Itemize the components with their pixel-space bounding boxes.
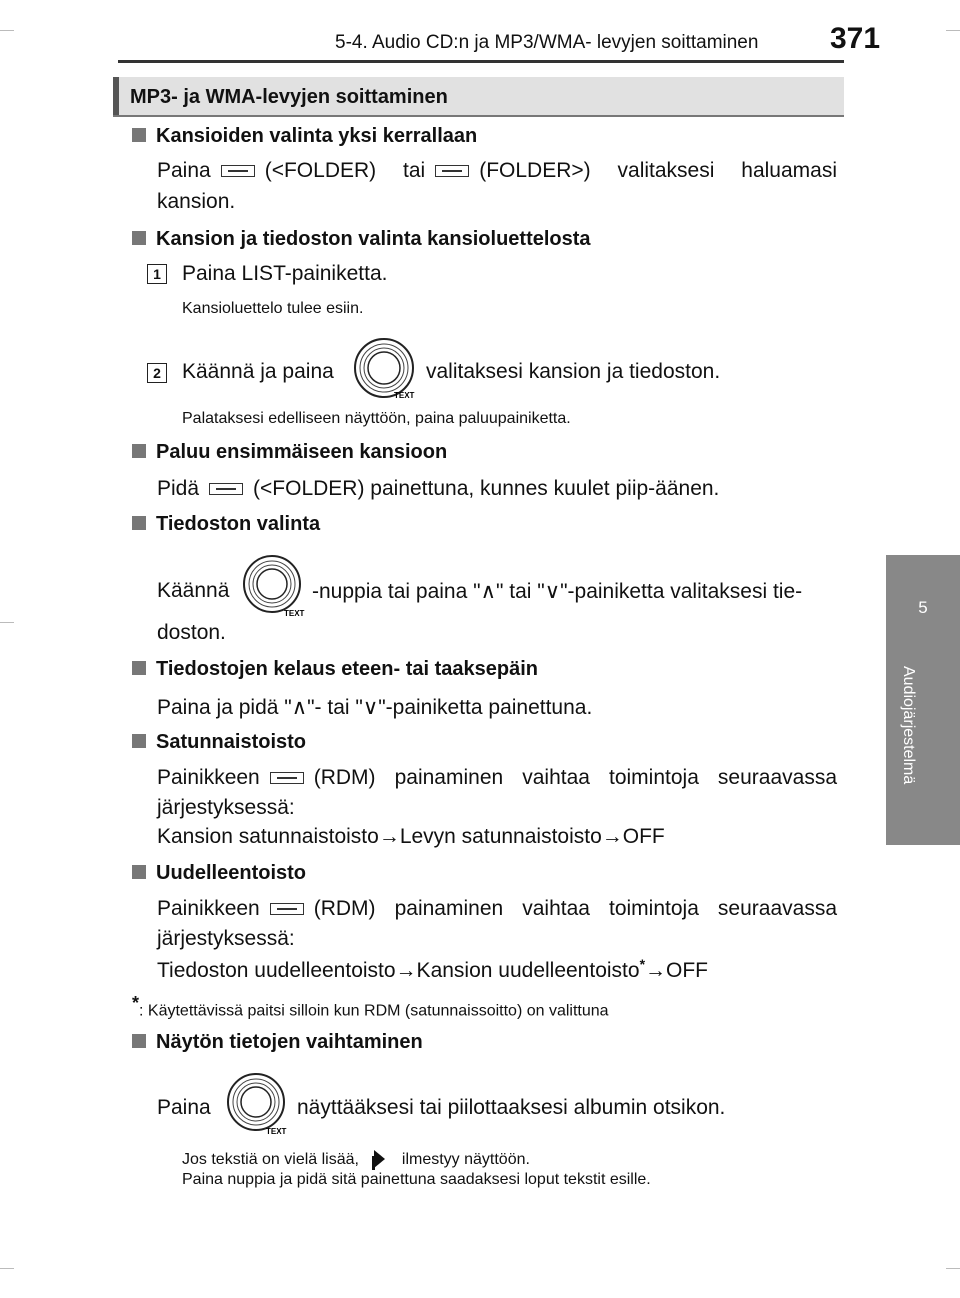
heading-text: Tiedoston valinta [156,513,321,535]
step-2-badge [147,363,167,383]
tune-knob-icon [242,554,308,620]
heading-random [132,731,306,754]
square-bullet-icon [132,516,146,530]
heading-text: Tiedostojen kelaus eteen- tai taaksepäin [156,658,538,680]
section-title: 5-4. Audio CD:n ja MP3/WMA- levyjen soittaminen [335,32,759,53]
knob-label: TEXT [394,391,415,400]
banner-title: MP3- ja WMA-levyjen soittaminen [130,86,448,108]
chapter-number: 5 [918,598,928,617]
text-run: ilmestyy näyttöön. [401,1151,530,1168]
text-run: (RDM) painaminen vaihtaa toimintoja seuraavassa [313,897,837,920]
crop-mark [0,1268,14,1269]
heading-text: Näytön tietojen vaihtaminen [156,1031,423,1053]
display-info-note1 [182,1148,530,1170]
knob-label: TEXT [266,1127,287,1136]
square-bullet-icon [132,865,146,879]
footnote-mark: * [639,956,646,972]
fast-forward-text: Paina ja pidä "∧"- tai "∨"-painiketta painettuna. [157,696,593,719]
folder-button-icon [435,165,469,177]
text-run: Painikkeen [157,897,260,920]
heading-text: Kansion ja tiedoston valinta kansioluettelosta [156,228,591,250]
folder-button-icon [221,165,255,177]
text-run: (RDM) painaminen vaihtaa toimintoja seuraavassa [313,766,837,789]
first-folder-text [157,477,719,501]
heading-text: Kansioiden valinta yksi kerrallaan [156,125,478,147]
text-run: Jos tekstiä on vielä lisää, [182,1151,359,1168]
file-select-text-a: Käännä [157,579,230,602]
repeat-line2: järjestyksessä: [157,927,295,950]
heading-repeat [132,862,306,885]
step-number: 1 [147,264,167,284]
square-bullet-icon [132,661,146,675]
repeat-line3 [157,956,708,983]
chapter-label: Audiojärjestelmä [900,666,917,785]
random-line3: Kansion satunnaistoisto→Levyn satunnaistoisto→OFF [157,825,665,848]
heading-first-folder [132,441,447,464]
step-1-text: Paina LIST-painiketta. [182,262,388,285]
step-2-text-a: Käännä ja paina [182,360,334,383]
heading-text: Paluu ensimmäiseen kansioon [156,441,448,463]
footnote-mark: * [132,993,140,1013]
folder-select-line1 [157,159,837,183]
heading-folder-list [132,228,591,251]
step-1-badge [147,264,167,284]
display-info-text-b: näyttääksesi tai piilottaaksesi albumin otsikon. [297,1096,726,1119]
more-text-arrow-icon [371,1148,389,1170]
square-bullet-icon [132,231,146,245]
folder-select-line2: kansion. [157,190,236,213]
footnote [132,993,609,1020]
repeat-line1 [157,897,837,921]
crop-mark [946,30,960,31]
text-run: Painikkeen [157,766,260,789]
tune-knob-icon [350,336,416,402]
text-run: (<FOLDER) painettuna, kunnes kuulet piip-äänen. [253,477,720,500]
square-bullet-icon [132,1034,146,1048]
file-select-text-b: -nuppia tai paina "∧" tai "∨"-painiketta valitaksesi tie- [312,580,803,603]
page-number: 371 [830,22,881,55]
crop-mark [0,30,14,31]
display-info-note2: Paina nuppia ja pidä sitä painettuna saadaksesi loput tekstit esille. [182,1171,651,1188]
step-1-note: Kansioluettelo tulee esiin. [182,300,364,317]
square-bullet-icon [132,734,146,748]
text-run: →OFF [645,959,709,982]
rdm-button-icon [270,772,304,784]
crop-mark [0,622,14,623]
folder-button-icon [209,483,243,495]
text-run: Paina [157,159,211,182]
random-line1 [157,766,837,790]
text-run: Tiedoston uudelleentoisto→Kansion uudelleentoisto [157,959,640,982]
text-run: (FOLDER>) valitaksesi haluamasi [479,159,837,182]
tune-knob-icon [226,1072,292,1138]
knob-label: TEXT [284,609,305,618]
square-bullet-icon [132,128,146,142]
heading-display-info [132,1031,423,1054]
step-number: 2 [147,363,167,383]
footnote-text: : Käytettävissä paitsi silloin kun RDM (satunnaissoitto) on valittuna [139,1002,609,1020]
step-2-text-b: valitaksesi kansion ja tiedoston. [426,360,721,383]
heading-file-select [132,513,320,536]
header-rule [118,60,844,63]
square-bullet-icon [132,444,146,458]
text-run: (<FOLDER) tai [264,159,426,182]
display-info-text-a: Paina [157,1096,211,1119]
heading-text: Uudelleentoisto [156,862,307,884]
text-run: Pidä [157,477,200,500]
heading-folder-select [132,125,477,148]
rdm-button-icon [270,903,304,915]
file-select-line2: doston. [157,621,226,644]
crop-mark [946,1268,960,1269]
step-2-note: Palataksesi edelliseen näyttöön, paina paluupainiketta. [182,410,571,427]
heading-text: Satunnaistoisto [156,731,307,753]
random-line2: järjestyksessä: [157,796,295,819]
heading-fast-forward [132,658,538,681]
banner-rule [113,115,844,117]
